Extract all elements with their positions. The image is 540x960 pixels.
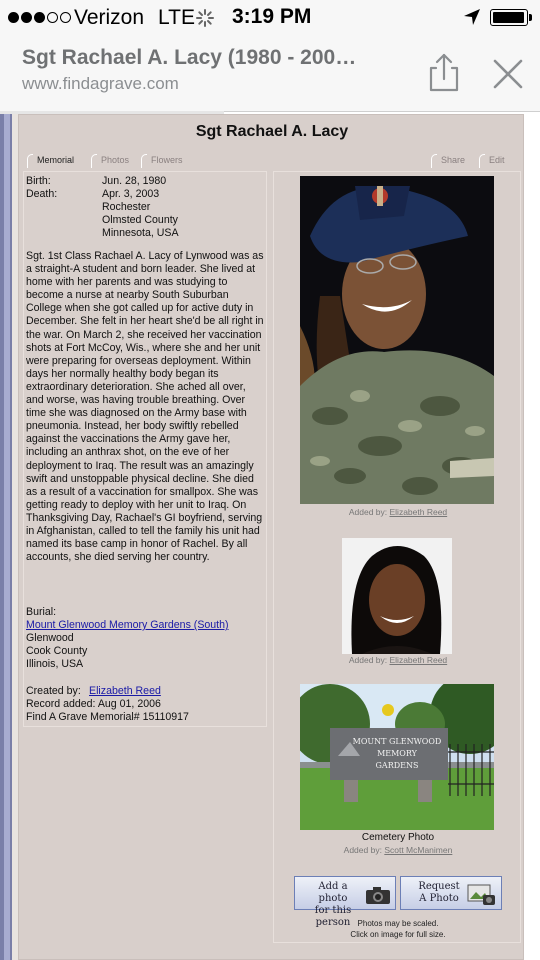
death-county: Olmsted County [102, 214, 178, 226]
add-photo-label-line1: Add a photo [318, 881, 348, 904]
photo1-caption [274, 507, 522, 517]
photo2-added-by-label: Added by: [348, 655, 388, 665]
cemetery-photo-caption: Cemetery Photo [361, 832, 435, 843]
death-city: Rochester [102, 201, 151, 213]
death-date: Apr. 3, 2003 [102, 188, 160, 200]
page-title[interactable]: Sgt Rachael A. Lacy (1980 - 200… [22, 46, 357, 69]
page-url[interactable]: www.findagrave.com [22, 74, 179, 93]
photo2-contributor-link[interactable]: Elizabeth Reed [389, 655, 448, 665]
photo1-contributor-link[interactable]: Elizabeth Reed [389, 507, 448, 517]
cemetery-link[interactable]: Mount Glenwood Memory Gardens (South) [26, 619, 229, 631]
browser-address-bar[interactable] [0, 36, 540, 112]
portrait-photo[interactable] [342, 538, 452, 654]
birth-date: Jun. 28, 1980 [102, 175, 167, 187]
memorial-id: Find A Grave Memorial# 15110917 [26, 711, 189, 723]
carrier-name: Verizon [74, 6, 145, 29]
tab-photos[interactable]: Photos [91, 152, 129, 168]
close-icon[interactable] [488, 54, 528, 94]
memorial-panel [18, 114, 524, 960]
photo-scale-note [274, 918, 522, 940]
tab-memorial[interactable]: Memorial [27, 152, 74, 168]
sign-line-2: MEMORY [377, 749, 417, 758]
cemetery-sign-photo[interactable] [300, 684, 494, 830]
biography-text: Sgt. 1st Class Rachael A. Lacy of Lynwood was as a straight-A student and born leader. She lived at home with her parents and was studying to become a nurse at nearby South Suburban College when she got called up for active duty in December. She felt in her heart she'd be all right in the war. On March 2, she received her vaccination shots at Fort McCoy, Wis., where she and her unit were preparing for overseas deployment. Within days her normally healthy body began its extraordinary deterioration. She ached all over, and worse, was having trouble breathing. Over time she was diagnosed on the Army base with pneumonia. Instead, her body swiftly rebelled against the vaccinations the Army gave her, including an anthrax shot, on the eve of her deployment to Iraq. The result was an amazingly swift and unstoppable physical decline. She died as a result of a vaccination for smallpox. She was getting ready to deploy with her unit to Iraq. On Thanksgiving Day, Rachael's GI boyfriend, serving in Afghanistan, called to tell the family his unit had named its base camp in honor of Rachel. By all accounts, she died serving her country. [26, 250, 264, 564]
signal-strength-icon [8, 12, 71, 23]
photo1-added-by-label: Added by: [348, 507, 388, 517]
burial-label: Burial: [26, 606, 57, 618]
camera-icon [365, 885, 391, 905]
photo3-added-by-label: Added by: [343, 845, 382, 855]
request-photo-button[interactable] [400, 876, 502, 910]
tab-share[interactable]: Share [431, 152, 465, 168]
created-by-label: Created by: [26, 685, 81, 697]
add-photo-button[interactable] [294, 876, 396, 928]
network-type: LTE [158, 6, 195, 29]
photo2-caption [274, 655, 522, 665]
photo-frame-icon [467, 884, 497, 906]
photo3-contributor-link[interactable]: Scott McManimen [384, 845, 453, 855]
death-state: Minnesota, USA [102, 227, 179, 239]
add-photo-label-line2: for this person [314, 905, 352, 928]
battery-icon [490, 9, 528, 26]
request-photo-label-line2: A Photo [419, 893, 459, 904]
clock: 3:19 PM [232, 5, 312, 28]
sign-line-1: MOUNT GLENWOOD [352, 737, 442, 746]
soldier-portrait-photo[interactable] [300, 176, 494, 504]
share-icon[interactable] [424, 52, 464, 94]
site-sidebar-edge [0, 114, 12, 960]
burial-county: Cook County [26, 645, 88, 657]
memorial-title: Sgt Rachael A. Lacy [195, 123, 349, 140]
created-by-link[interactable]: Elizabeth Reed [89, 685, 161, 697]
death-label: Death: [26, 188, 58, 200]
birth-label: Birth: [26, 175, 51, 187]
burial-city: Glenwood [26, 632, 74, 644]
memorial-details [23, 171, 267, 727]
photo-column [273, 171, 521, 943]
record-added: Record added: Aug 01, 2006 [26, 698, 161, 710]
photo-note-line2: Click on image for full size. [350, 930, 446, 939]
sign-line-3: GARDENS [375, 761, 419, 770]
location-arrow-icon [463, 8, 481, 26]
activity-spinner-icon [196, 9, 214, 27]
photo-note-line1: Photos may be scaled. [357, 919, 439, 928]
tab-flowers[interactable]: Flowers [141, 152, 183, 168]
request-photo-label-line1: Request [418, 881, 460, 892]
photo3-caption [274, 845, 522, 855]
status-bar [0, 0, 540, 36]
tab-edit[interactable]: Edit [479, 152, 505, 168]
burial-state: Illinois, USA [26, 658, 84, 670]
